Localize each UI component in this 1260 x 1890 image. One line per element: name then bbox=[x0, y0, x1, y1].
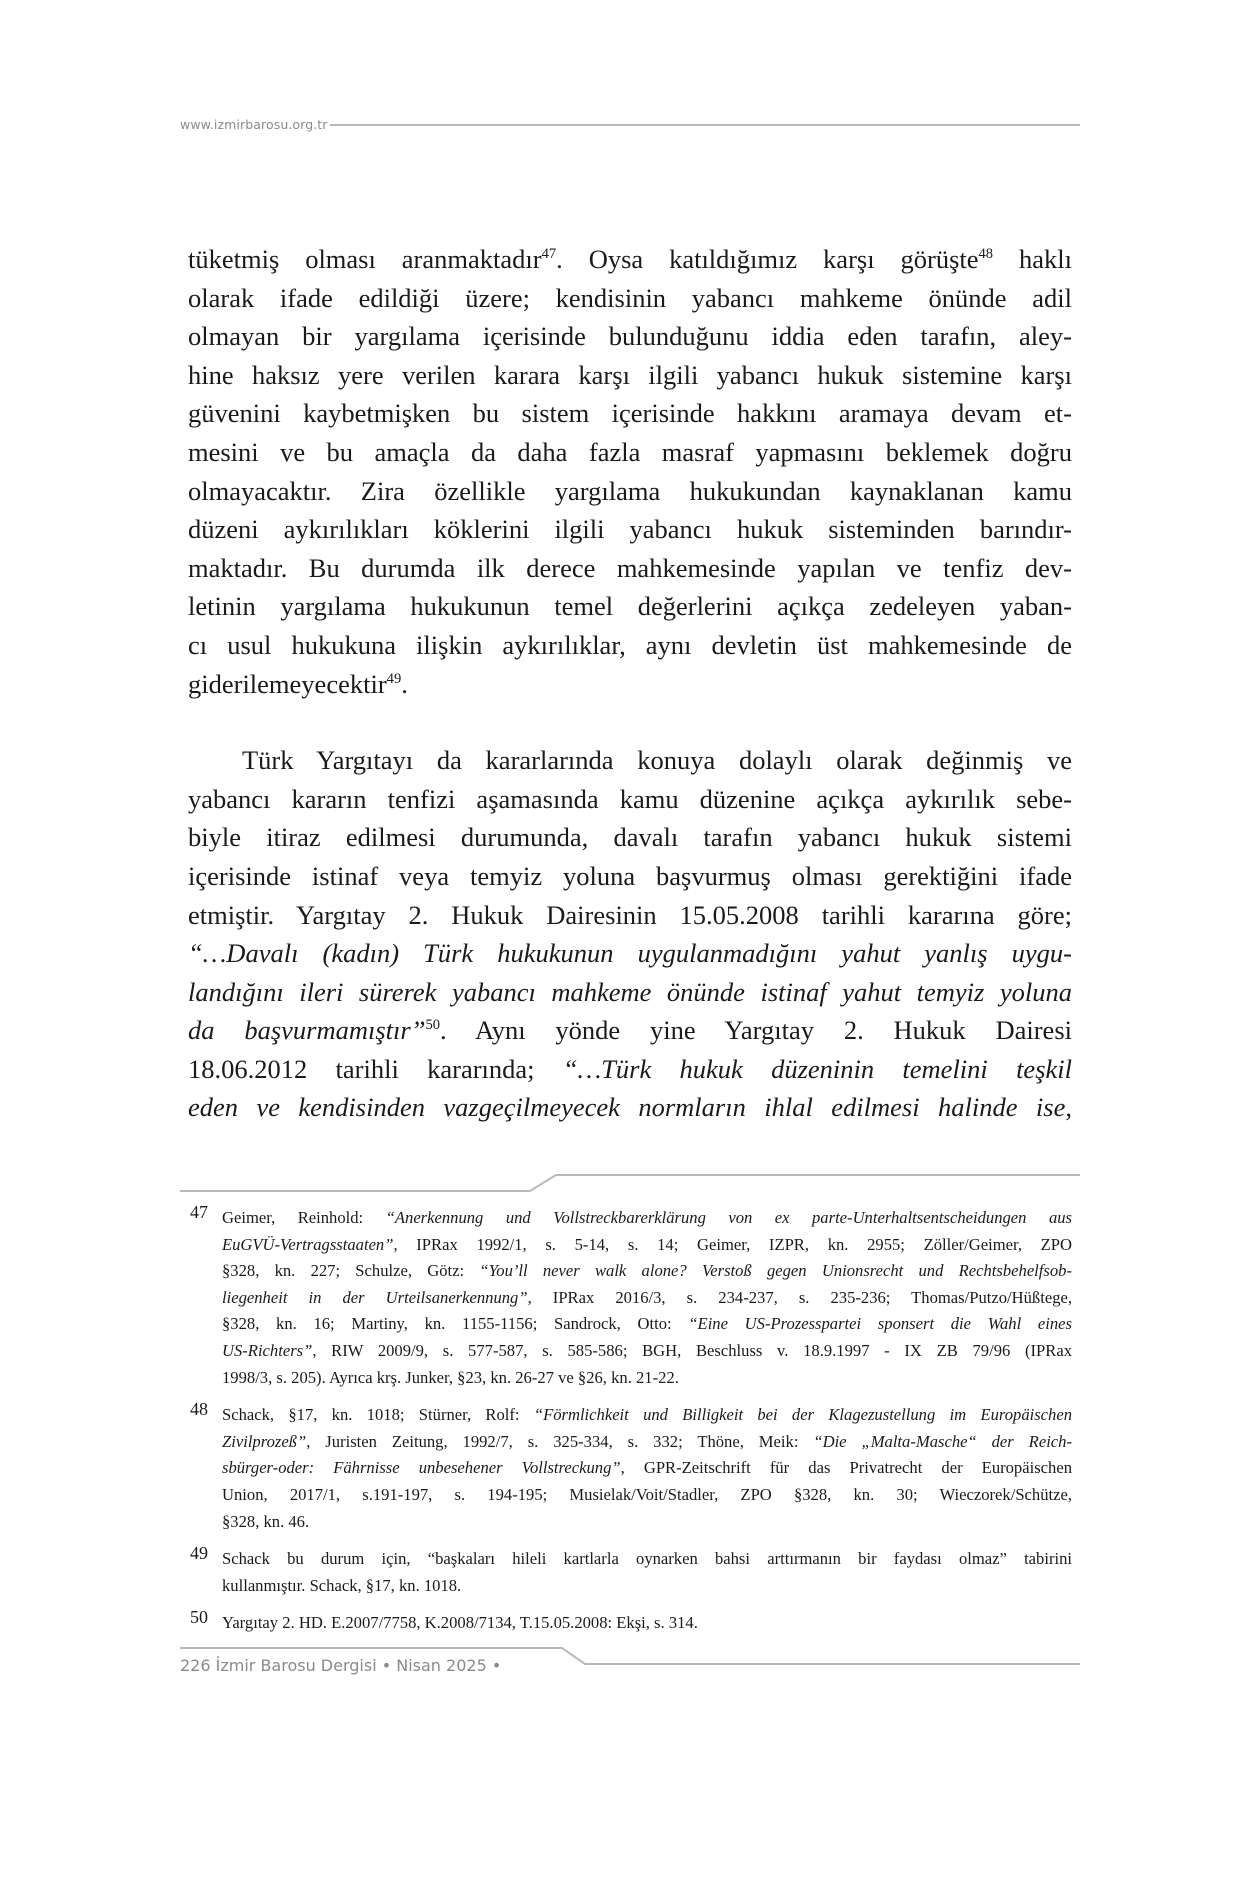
p2-line-8-rest: . Aynı yönde yine Yargıtay 2. Hukuk Dairesi bbox=[440, 1015, 1072, 1046]
footnote-50 bbox=[188, 1607, 1072, 1637]
p1-line-8: düzeni aykırılıkları köklerini ilgili yabancı hukuk sisteminden barındır- bbox=[188, 514, 1072, 545]
footnote-line: kullanmıştır. Schack, §17, kn. 1018. bbox=[222, 1575, 462, 1595]
p2-line-10-quote: eden ve kendisinden vazgeçilmeyecek normların ihlal edilmesi halinde ise, bbox=[188, 1092, 1072, 1123]
header-rule bbox=[330, 124, 1080, 126]
p1-line-5: güvenini kaybetmişken bu sistem içerisinde hakkını aramaya devam et- bbox=[188, 398, 1072, 429]
footnote-line: 1998/3, s. 205). Ayrıca krş. Junker, §23, kn. 26-27 ve §26, kn. 21-22. bbox=[222, 1367, 679, 1387]
footnote-line: EuGVÜ-Vertragsstaaten”, IPRax 1992/1, s. 5-14, s. 14; Geimer, IZPR, kn. 2955; Zöller/Geimer, ZPO bbox=[222, 1234, 1072, 1254]
footnote-ref-50[interactable]: 50 bbox=[425, 1017, 440, 1034]
p2-line-6-quote: “…Davalı (kadın) Türk hukukunun uygulanmadığını yahut yanlış uygu- bbox=[188, 938, 1072, 969]
footnote-line: liegenheit in der Urteilsanerkennung”, IPRax 2016/3, s. 234-237, s. 235-236; Thomas/Putzo/Hüßtege, bbox=[222, 1287, 1073, 1307]
p2-line-3: biyle itiraz edilmesi durumunda, davalı tarafın yabancı hukuk sistemi bbox=[188, 822, 1072, 853]
p1-line-6: mesini ve bu amaçla da daha fazla masraf yapmasını beklemek doğru bbox=[188, 436, 1072, 467]
footnote-number: 50 bbox=[190, 1607, 208, 1628]
header-url[interactable]: www.izmirbarosu.org.tr bbox=[180, 116, 328, 132]
p1-line-4: hine haksız yere verilen karara karşı ilgili yabancı hukuk sistemine karşı bbox=[188, 359, 1072, 390]
footnote-line: sbürger-oder: Fährnisse unbesehener Vollstreckung”, GPR-Zeitschrift für das Privatrecht der Europäischen bbox=[222, 1458, 1072, 1478]
p1-line-11: cı usul hukukuna ilişkin aykırılıklar, aynı devletin üst mahkemesinde de bbox=[188, 629, 1072, 660]
p1-line-1: tüketmiş olması aranmaktadır$^{47}$. Oysa katıldığımız karşı görüşte$^{48}$ haklı bbox=[188, 244, 1072, 274]
p1-line-9: maktadır. Bu durumda ilk derece mahkemesinde yapılan ve tenfiz dev- bbox=[188, 552, 1072, 583]
p2-line-9-plain: 18.06.2012 tarihli kararında; bbox=[188, 1053, 563, 1084]
footnote-line: Schack bu durum için, “başkaları hileli kartlarla oynarken bahsi arttırmanın bir faydası olmaz” tabirini bbox=[222, 1549, 1072, 1569]
p2-line-4: içerisinde istinaf veya temyiz yoluna başvurmuş olması gerektiğini ifade bbox=[188, 860, 1072, 891]
p1-line-10: letinin yargılama hukukunun temel değerlerini açıkça zedeleyen yaban- bbox=[188, 591, 1072, 622]
quote-end: da başvurmamıştır” bbox=[188, 1015, 426, 1046]
footnote-number: 47 bbox=[190, 1202, 208, 1222]
paragraph-2 bbox=[188, 741, 1072, 1127]
footnote-ref-49[interactable]: 49 bbox=[386, 670, 402, 687]
footnote-line: US-Richters”, RIW 2009/9, s. 577-587, s. 585-586; BGH, Beschluss v. 18.9.1997 - IX ZB 79/96 (IPRax bbox=[222, 1340, 1072, 1360]
body-text bbox=[188, 240, 1072, 1127]
footnote-line: §328, kn. 227; Schulze, Götz: “You’ll never walk alone? Verstoß gegen Unionsrecht und Rechtsbehelfsob- bbox=[222, 1261, 1072, 1281]
footnote-separator bbox=[180, 1168, 1080, 1198]
p1-line-12: giderilemeyecektir$^{49}$. bbox=[188, 668, 408, 699]
footnote-47 bbox=[188, 1202, 1073, 1391]
page-footer bbox=[180, 1644, 1080, 1678]
footnote-49 bbox=[188, 1543, 1072, 1599]
p2-line-9-quote: “…Türk hukuk düzeninin temelini teşkil bbox=[562, 1053, 1072, 1084]
p2-line-2: yabancı kararın tenfizi aşamasında kamu düzenine açıkça aykırılık sebe- bbox=[188, 783, 1072, 814]
footnote-line: §328, kn. 16; Martiny, kn. 1155-1156; Sandrock, Otto: “Eine US-Prozesspartei sponsert die Wahl eines bbox=[222, 1314, 1073, 1334]
footnote-line: Schack, §17, kn. 1018; Stürner, Rolf: “Förmlichkeit und Billigkeit bei der Klagezustellung im Europäischen bbox=[222, 1405, 1073, 1425]
p2-line-5: etmiştir. Yargıtay 2. Hukuk Dairesinin 15.05.2008 tarihli kararına göre; bbox=[188, 899, 1072, 930]
paragraph-1 bbox=[188, 240, 1072, 703]
p2-line-7-quote: landığını ileri sürerek yabancı mahkeme önünde istinaf yahut temyiz yoluna bbox=[188, 976, 1072, 1007]
p1-line-7: olmayacaktır. Zira özellikle yargılama hukukundan kaynaklanan kamu bbox=[188, 475, 1072, 506]
p1-line-2: olarak ifade edildiği üzere; kendisinin yabancı mahkeme önünde adil bbox=[188, 282, 1072, 313]
footnote-line: §328, kn. 46. bbox=[222, 1511, 310, 1531]
footnote-line: Zivilprozeß”, Juristen Zeitung, 1992/7, s. 325-334, s. 332; Thöne, Meik: “Die „Malta-Masche“ der Reich- bbox=[222, 1431, 1072, 1451]
p2-line-8 bbox=[188, 1011, 1072, 1050]
footnote-48 bbox=[188, 1399, 1073, 1535]
footnote-number: 49 bbox=[190, 1543, 208, 1564]
footnote-line: Union, 2017/1, s.191-197, s. 194-195; Musielak/Voit/Stadler, ZPO §328, kn. 30; Wieczorek/Schütze, bbox=[222, 1484, 1072, 1504]
footnote-ref-47[interactable]: 47 bbox=[541, 246, 557, 263]
footer-text: 226 İzmir Barosu Dergisi • Nisan 2025 • bbox=[180, 1656, 502, 1675]
footnote-line: Yargıtay 2. HD. E.2007/7758, K.2008/7134, T.15.05.2008: Ekşi, s. 314. bbox=[222, 1613, 698, 1633]
footnote-ref-48[interactable]: 48 bbox=[978, 246, 994, 263]
footnote-number: 48 bbox=[190, 1399, 208, 1420]
footnotes bbox=[188, 1202, 1073, 1648]
page-header bbox=[180, 112, 1080, 136]
footnote-line: Geimer, Reinhold: “Anerkennung und Vollstreckbarerklärung von ex parte-Unterhaltsentscheidungen aus bbox=[222, 1208, 1072, 1227]
p1-line-3: olmayan bir yargılama içerisinde bulunduğunu iddia eden tarafın, aley- bbox=[188, 321, 1072, 352]
p2-line-1: Türk Yargıtayı da kararlarında konuya dolaylı olarak değinmiş ve bbox=[242, 745, 1072, 776]
p2-line-9 bbox=[188, 1050, 1072, 1089]
